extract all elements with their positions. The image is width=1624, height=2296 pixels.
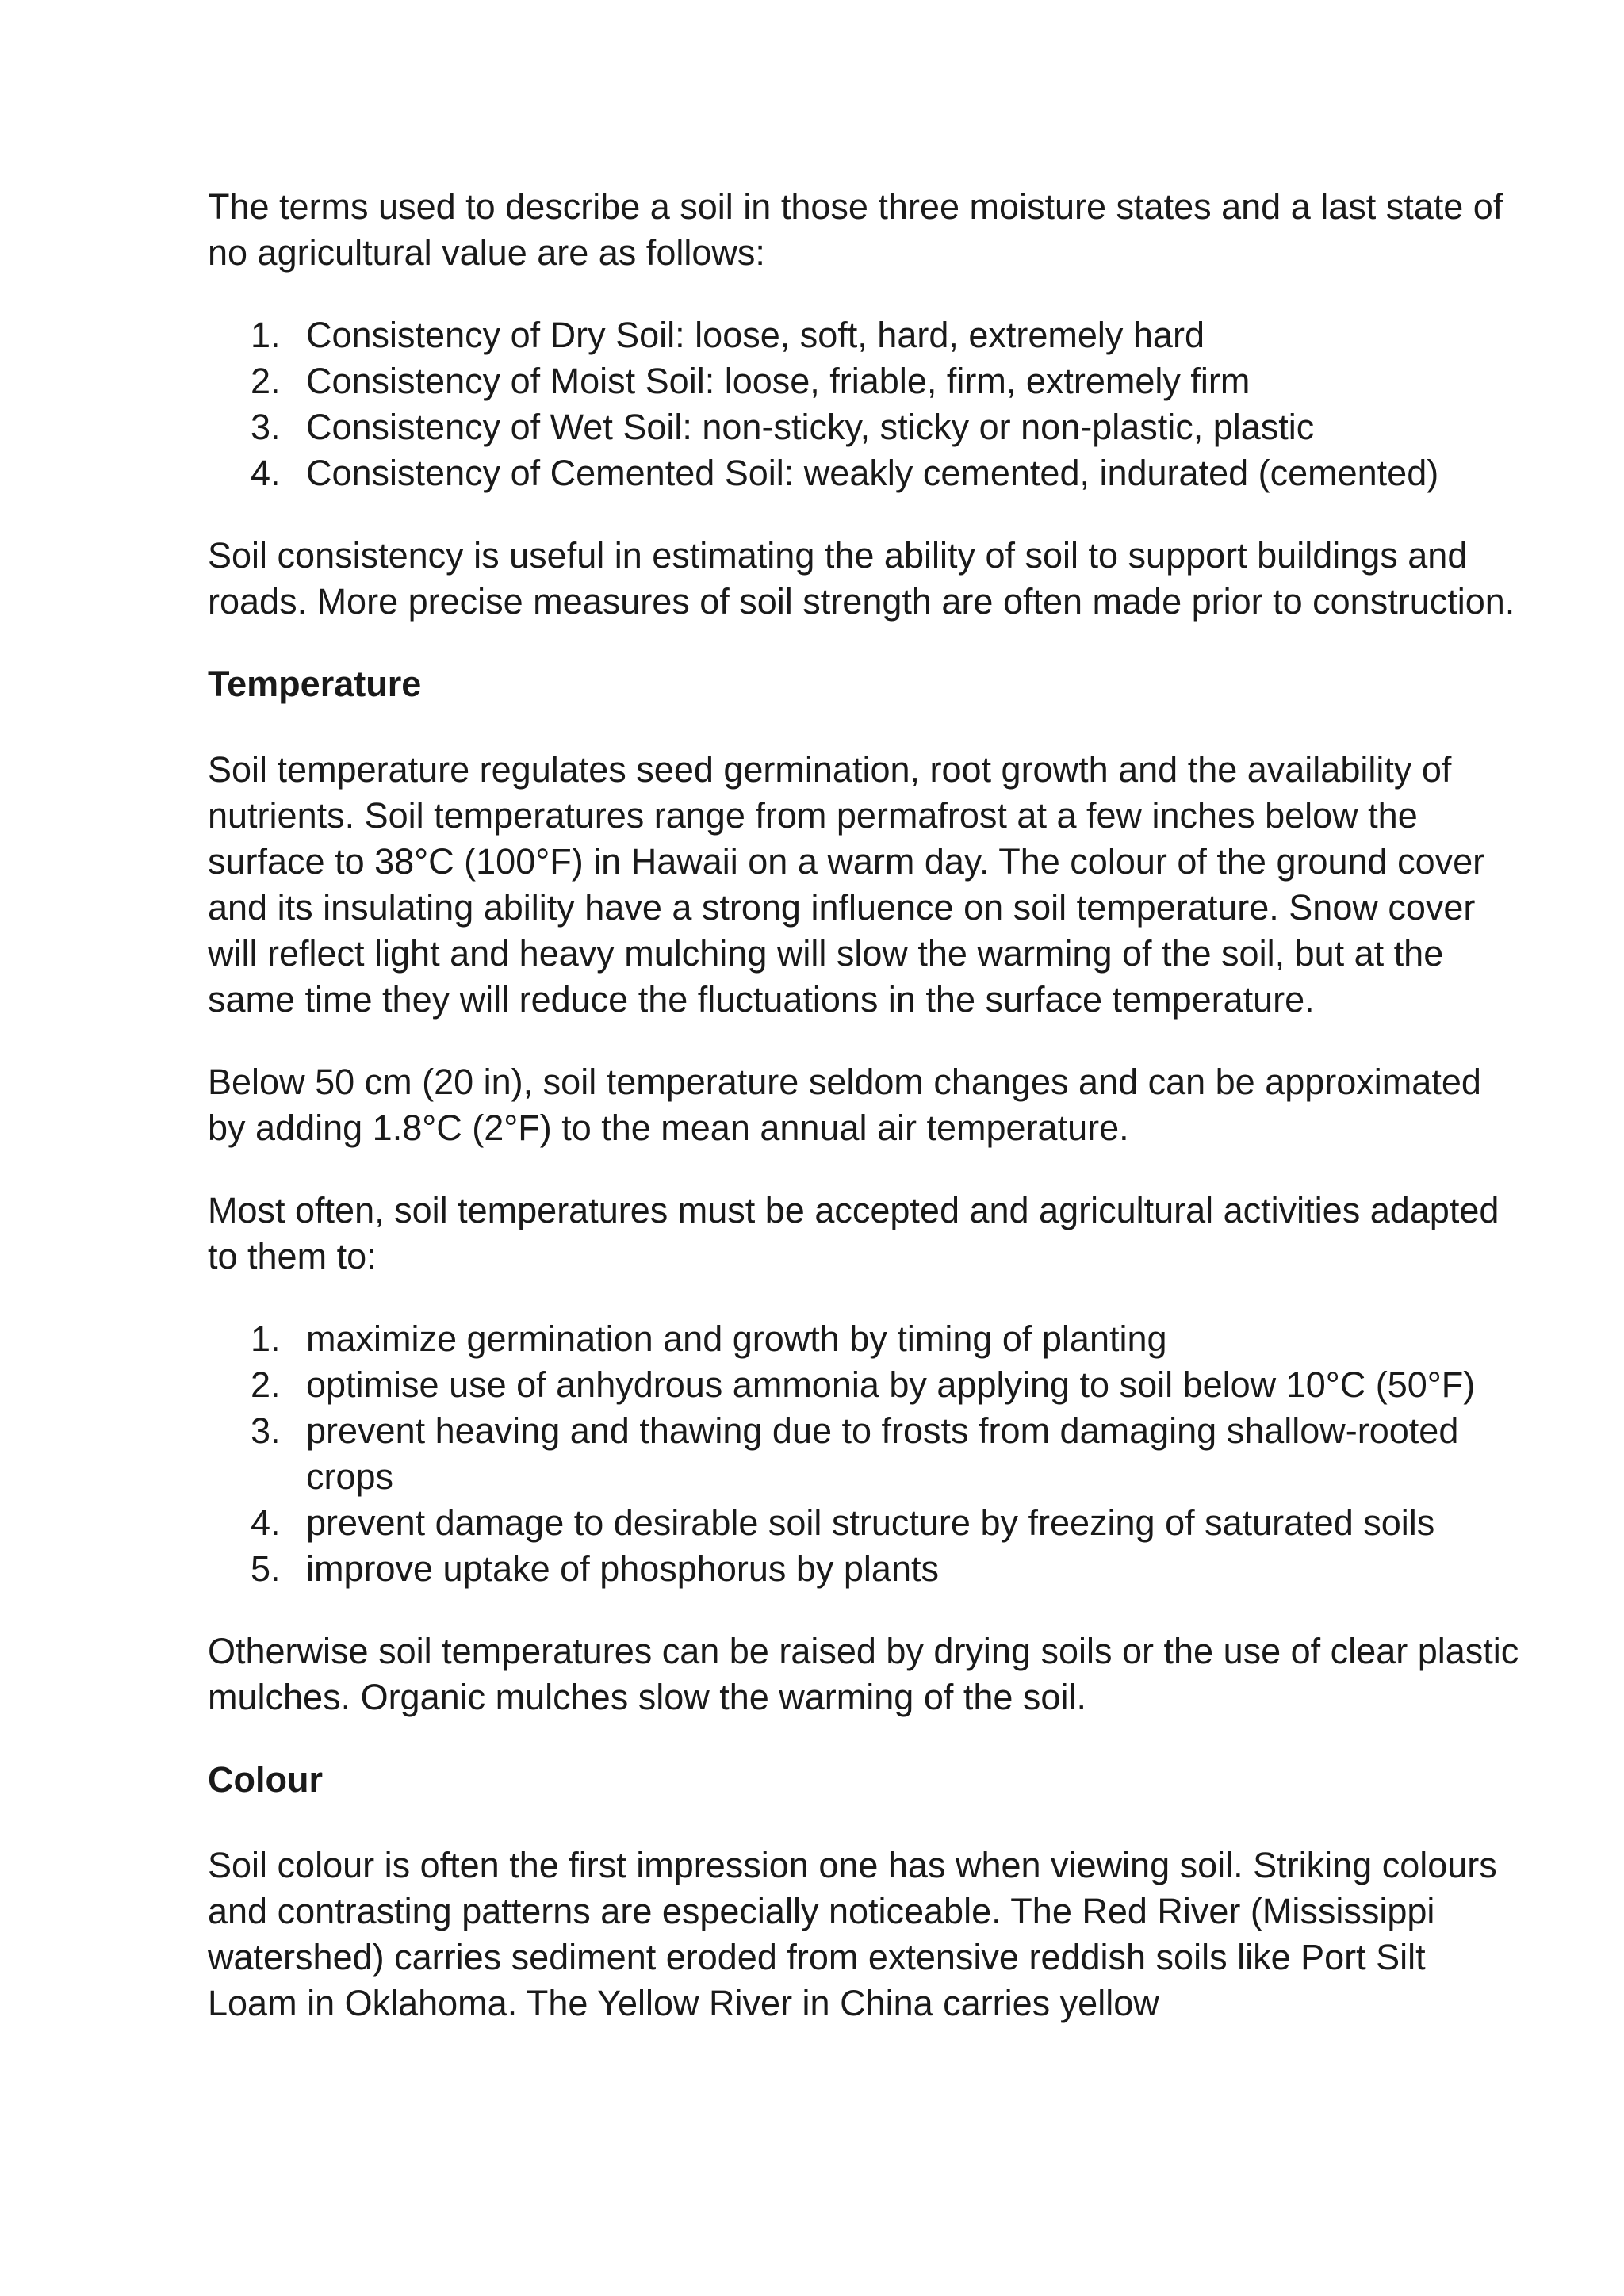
temperature-paragraph-4: Otherwise soil temperatures can be raised by drying soils or the use of clear plastic mulches. Organic mulches slow the warming of the soil. xyxy=(208,1631,1519,1717)
list-item-text: Consistency of Moist Soil: loose, friable, firm, extremely firm xyxy=(306,361,1251,401)
list-number: 2. xyxy=(251,361,281,401)
list-item xyxy=(251,1316,1524,1362)
intro-paragraph: The terms used to describe a soil in those three moisture states and a last state of no agricultural value are as follows: xyxy=(208,186,1503,273)
list-item xyxy=(251,358,1524,404)
list-number: 1. xyxy=(251,1318,281,1359)
list-item-text: improve uptake of phosphorus by plants xyxy=(306,1548,939,1589)
list-item-text: maximize germination and growth by timing of planting xyxy=(306,1318,1167,1359)
list-number: 2. xyxy=(251,1364,281,1405)
consistency-list xyxy=(208,312,1524,496)
list-number: 1. xyxy=(251,315,281,355)
consistency-paragraph: Soil consistency is useful in estimating the ability of soil to support buildings and roads. More precise measures of soil strength are often made prior to construction. xyxy=(208,535,1515,622)
list-item-text: Consistency of Wet Soil: non-sticky, sticky or non-plastic, plastic xyxy=(306,407,1315,447)
temperature-paragraph-2: Below 50 cm (20 in), soil temperature seldom changes and can be approximated by adding 1.8°C (2°F) to the mean annual air temperature. xyxy=(208,1062,1481,1148)
temperature-paragraph-1: Soil temperature regulates seed germination, root growth and the availability of nutrients. Soil temperatures range from permafrost at a few inches below the surface to 38°C (100°F) in Hawaii on a warm day. The colour of the ground cover and its insulating ability have a strong influence on soil temperature. Snow cover will reflect light and heavy mulching will slow the warming of the soil, but at the same time they will reduce the fluctuations in the surface temperature. xyxy=(208,749,1485,1020)
list-number: 4. xyxy=(251,1502,281,1543)
list-item xyxy=(251,1546,1524,1592)
document-page xyxy=(208,184,1524,2063)
colour-paragraph-1: Soil colour is often the first impression one has when viewing soil. Striking colours and contrasting patterns are especially noticeable. The Red River (Mississippi watershed) carries sediment eroded from extensive reddish soils like Port Silt Loam in Oklahoma. The Yellow River in China carries yellow xyxy=(208,1845,1497,2023)
list-item-text: prevent damage to desirable soil structure by freezing of saturated soils xyxy=(306,1502,1435,1543)
list-item-text: optimise use of anhydrous ammonia by applying to soil below 10°C (50°F) xyxy=(306,1364,1476,1405)
colour-heading: Colour xyxy=(208,1759,323,1800)
list-item-text: prevent heaving and thawing due to frosts from damaging shallow-rooted crops xyxy=(306,1410,1459,1497)
list-item xyxy=(251,1500,1524,1546)
list-item xyxy=(251,450,1524,496)
list-number: 3. xyxy=(251,1410,281,1451)
list-number: 5. xyxy=(251,1548,281,1589)
temperature-heading: Temperature xyxy=(208,664,422,704)
list-item xyxy=(251,312,1524,358)
list-number: 3. xyxy=(251,407,281,447)
temperature-list xyxy=(208,1316,1524,1592)
list-item-text: Consistency of Cemented Soil: weakly cemented, indurated (cemented) xyxy=(306,453,1439,493)
list-item xyxy=(251,1362,1524,1408)
list-item-text: Consistency of Dry Soil: loose, soft, hard, extremely hard xyxy=(306,315,1205,355)
list-number: 4. xyxy=(251,453,281,493)
list-item xyxy=(251,404,1524,450)
temperature-paragraph-3: Most often, soil temperatures must be accepted and agricultural activities adapted to them to: xyxy=(208,1190,1500,1276)
list-item xyxy=(251,1408,1524,1500)
